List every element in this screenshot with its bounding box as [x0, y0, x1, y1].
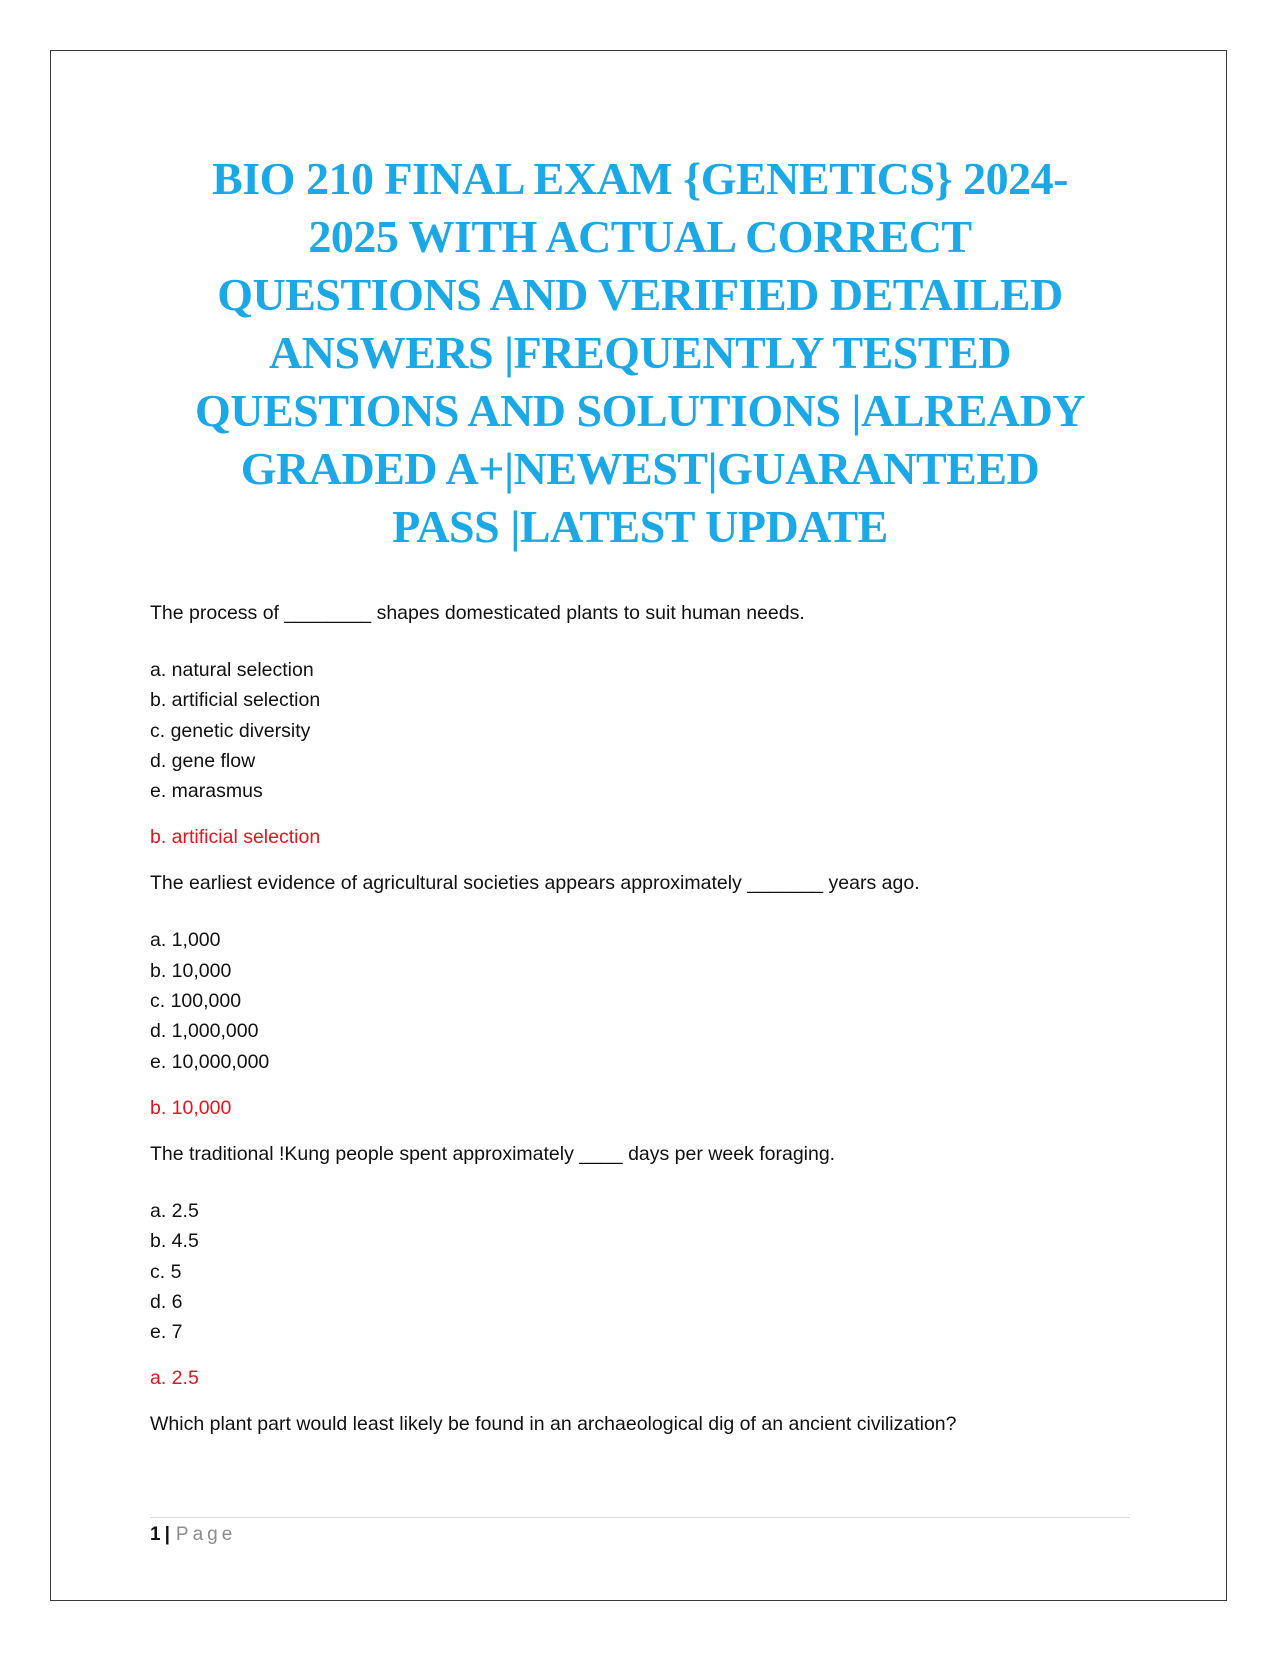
option-item: d. gene flow	[150, 749, 256, 772]
footer-separator: |	[164, 1524, 170, 1545]
question-block	[150, 868, 1140, 1122]
title-line: BIO 210 FINAL EXAM {GENETICS} 2024-	[212, 153, 1068, 204]
title-line: QUESTIONS AND VERIFIED DETAILED	[217, 269, 1063, 320]
answer-text: b. artificial selection	[150, 826, 321, 849]
option-item: d. 1,000,000	[150, 1020, 259, 1043]
question-text: The process of ________ shapes domesticated plants to suit human needs.	[150, 602, 805, 624]
title-line: ANSWERS |FREQUENTLY TESTED	[269, 327, 1011, 378]
option-item: c. 100,000	[150, 990, 242, 1013]
question-block	[150, 1409, 1140, 1439]
title-line: 2025 WITH ACTUAL CORRECT	[308, 211, 972, 262]
option-item: c. 5	[150, 1260, 182, 1283]
document-title	[150, 150, 1130, 556]
question-block	[150, 598, 1140, 852]
question-text: The earliest evidence of agricultural societies appears approximately _______ years ago.	[150, 872, 920, 895]
option-item: b. 4.5	[150, 1230, 199, 1253]
option-item: b. artificial selection	[150, 689, 321, 712]
option-item: e. marasmus	[150, 780, 263, 803]
footer-divider	[150, 1517, 1130, 1518]
option-item: a. 1,000	[150, 929, 221, 952]
question-text: Which plant part would least likely be found in an archaeological dig of an ancient civilization?	[150, 1413, 957, 1436]
option-item: a. natural selection	[150, 659, 314, 681]
question-block	[150, 1139, 1140, 1393]
question-text: The traditional !Kung people spent approximately ____ days per week foraging.	[150, 1142, 836, 1165]
option-item: e. 10,000,000	[150, 1050, 270, 1073]
option-item: e. 7	[150, 1321, 183, 1344]
answer-text: b. 10,000	[150, 1096, 232, 1119]
option-item: d. 6	[150, 1290, 183, 1313]
option-item: a. 2.5	[150, 1199, 199, 1222]
option-list	[150, 925, 1140, 1076]
option-list	[150, 655, 1140, 806]
page-footer	[150, 1524, 236, 1546]
option-item: b. 10,000	[150, 959, 232, 982]
title-line: PASS |LATEST UPDATE	[392, 501, 888, 552]
title-line: QUESTIONS AND SOLUTIONS |ALREADY	[194, 385, 1086, 436]
answer-text: a. 2.5	[150, 1367, 199, 1390]
option-item: c. genetic diversity	[150, 719, 311, 742]
question-list	[150, 598, 1140, 1439]
title-line: GRADED A+|NEWEST|GUARANTEED	[240, 443, 1040, 494]
page-number: 1	[150, 1524, 161, 1545]
page-label: Page	[175, 1524, 237, 1545]
option-list	[150, 1196, 1140, 1347]
